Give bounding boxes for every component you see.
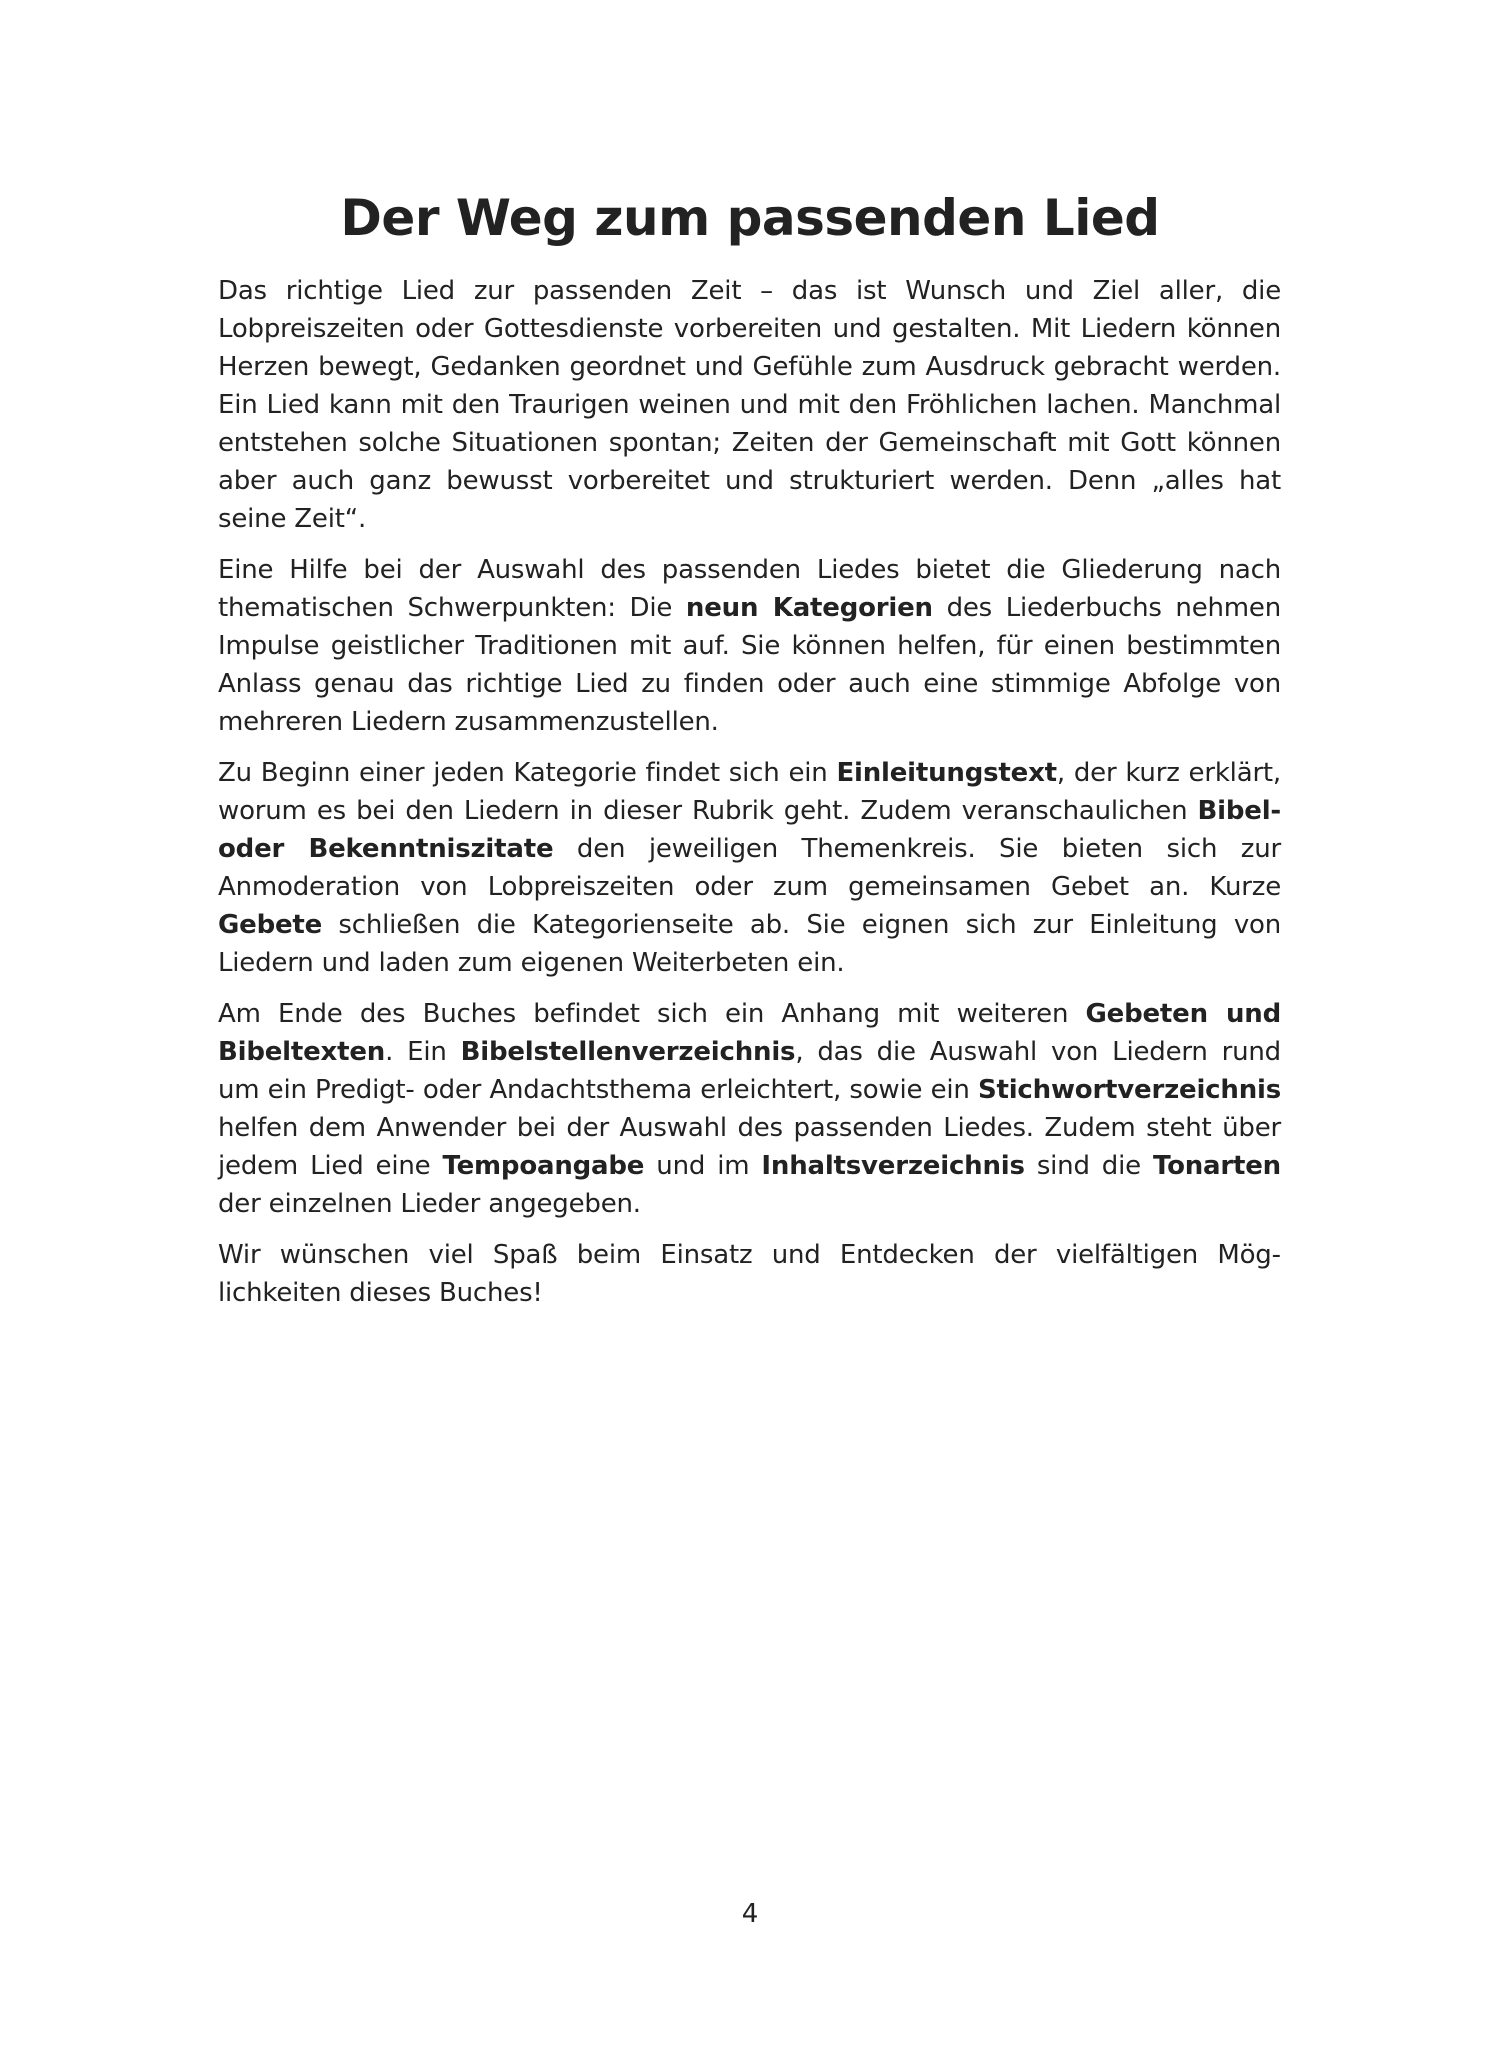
page-number: 4 [741, 1899, 759, 1929]
text-segment: der einzelnen Lieder angegeben. [218, 1189, 641, 1219]
page-title: Der Weg zum passenden Lied [340, 189, 1160, 247]
text-segment: Zu Beginn einer jeden Kategorie findet sich ein [218, 758, 837, 788]
text-segment: schließen die Kategorienseite ab. Sie eignen sich zur Einleitung von Liedern und laden zum eigenen Weiterbeten ein. [218, 910, 1281, 978]
text-segment: Eine Hilfe bei der Auswahl des passenden Liedes bietet die Gliederung nach thematischen Schwerpunkten: Die [218, 555, 1281, 623]
text-segment: und im [644, 1151, 762, 1181]
text-segment: den jeweiligen Themenkreis. Sie bieten sich zur Anmoderation von Lobpreiszeiten oder zum gemeinsamen Gebet an. Kurze [218, 834, 1281, 902]
bold-text: neun Kategorien [685, 593, 933, 623]
text-segment: Wir wünschen viel Spaß beim Einsatz und Entdecken der vielfältigen Möglichkeiten dieses Buches! [218, 1240, 1281, 1308]
text-segment: , der kurz erklärt, worum es bei den Liedern in dieser Rubrik geht. Zudem veranschaulichen [218, 758, 1281, 826]
text-segment: Das richtige Lied zur passenden Zeit – das ist Wunsch und Ziel aller, die Lobpreiszeiten oder Gottesdienste vorbereiten und gestalten. Mit Liedern können Herzen bewegt, Gedanken geordnet und Gefühle zum Ausdruck gebracht werden. Ein Lied kann mit den Traurigen weinen und mit den Fröhlichen lachen. Manchmal entstehen solche Situationen spontan; Zeiten der Gemeinschaft mit Gott können aber auch ganz bewusst vorbereitet und strukturiert werden. Denn „alles hat seine Zeit“. [218, 276, 1281, 534]
bold-text: Inhaltsverzeichnis [761, 1151, 1025, 1181]
bold-text: Bibel- oder Bekenntniszitate [218, 796, 1281, 864]
bold-text: Tempoangabe [442, 1151, 645, 1181]
bold-text: Stichwortverzeichnis [977, 1075, 1281, 1105]
paragraph [218, 551, 1281, 741]
text-segment: sind die [1024, 1151, 1153, 1181]
bold-text: Tonarten [1152, 1151, 1281, 1181]
text-segment: helfen dem Anwender bei der Auswahl des passenden Liedes. Zudem steht über jedem Lied eine [218, 1113, 1281, 1181]
bold-text: Bibelstellenverzeichnis [460, 1037, 796, 1067]
text-segment: . Ein [385, 1037, 461, 1067]
paragraph [218, 1236, 1281, 1312]
bold-text: Gebeten und Bibeltexten [218, 999, 1282, 1067]
bold-text: Einleitungstext [836, 758, 1057, 788]
body-text [218, 272, 1281, 1325]
paragraph [218, 272, 1281, 538]
text-segment: des Liederbuchs nehmen Impulse geistlicher Traditionen mit auf. Sie können helfen, für einen bestimmten Anlass genau das richtige Lied zu finden oder auch eine stimmige Abfolge von mehreren Liedern zusammenzustellen. [218, 593, 1281, 737]
text-segment: , das die Auswahl von Liedern rund um ein Predigt- oder Andachtsthema erleichtert, sowie ein [218, 1037, 1281, 1105]
paragraph [218, 995, 1281, 1223]
paragraph [218, 754, 1281, 982]
text-segment: Am Ende des Buches befindet sich ein Anhang mit weiteren [218, 999, 1086, 1029]
bold-text: Gebete [218, 910, 323, 940]
